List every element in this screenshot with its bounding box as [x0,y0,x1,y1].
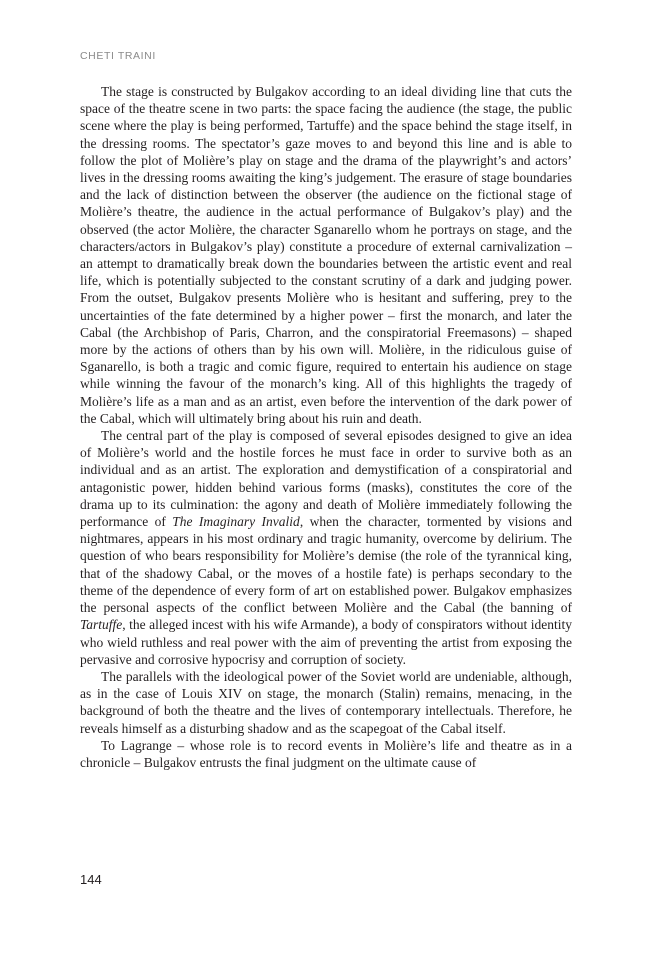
running-head: CHETI TRAINI [80,50,156,62]
paragraph-1-text: The stage is constructed by Bulgakov according to an ideal dividing line that cuts the space of the theatre scene in two parts: the space facing the audience (the stage, the public scene where the play is being performed, Tartuffe) and the space behind the stage itself, in the dressing rooms. The spectator’s gaze moves to and beyond this line and is able to follow the plot of Molière’s play on stage and the drama of the playwright’s and actors’ lives in the dressing rooms awaiting the king’s judgement. The erasure of stage boundaries and the lack of distinction between the observer (the audience on the fictional stage of Molière’s theatre, the audience in the actual performance of Bulgakov’s play) and the observed (the actor Molière, the character Sganarello whom he portrays on stage, and the characters/actors in Bulgakov’s play) constitute a procedure of external carnivalization – an attempt to dramatically break down the boundaries between the artistic event and real life, which is potentially subjected to the constant scrutiny of a dark and judging power. From the outset, Bulgakov presents Molière who is hesitant and suffering, prey to the uncertainties of the fate determined by a higher power – first the monarch, and later the Cabal (the Archbishop of Paris, Charron, and the conspiratorial Freemasons) – shaped more by the actions of others than by his own will. Molière, in the ridiculous guise of Sganarello, is both a tragic and comic figure, required to entertain his audience on stage while winning the favour of the monarch’s king. All of this highlights the tragedy of Molière’s life as a man and as an artist, even before the intervention of the dark power of the Cabal, which will ultimately bring about his ruin and death. [80,84,572,426]
paragraph-2-text-a: The central part of the play is composed of several episodes designed to give an idea of Molière’s world and the hostile forces he must face in order to survive both as an individual and as an artist. The exploration and demystification of a conspiratorial and antagonistic power, hidden behind various forms (masks), constitutes the core of the drama up to its culmination: the agony and death of Molière immediately following the performance of [80,428,572,530]
paragraph-2-text-b: , when the character, tormented by visions and nightmares, appears in his most ordinary and tragic humanity, overcome by delirium. The question of who bears responsibility for Molière’s demise (the role of the tyrannical king, that of the shadowy Cabal, or the moves of a hostile fate) is perhaps secondary to the theme of the dependence of every form of art on established power. Bulgakov emphasizes the personal aspects of the conflict between Molière and the Cabal (the banning of [80,514,573,616]
body-text [80,83,572,771]
paragraph-2-text-c: , the alleged incest with his wife Armande), a body of conspirators without identity who wield ruthless and real power with the aim of preventing the artist from exposing the pervasive and corrosive hypocrisy and corruption of society. [80,617,572,667]
paragraph-3 [80,668,572,737]
paragraph-4-text: To Lagrange – whose role is to record events in Molière’s life and theatre as in a chronicle – Bulgakov entrusts the final judgment on the ultimate cause of [80,737,572,770]
paragraph-4 [80,737,572,771]
work-title-imaginary-invalid: The Imaginary Invalid [172,514,300,530]
page-number: 144 [80,872,102,887]
work-title-tartuffe: Tartuffe [80,617,123,633]
paragraph-3-text: The parallels with the ideological power of the Soviet world are undeniable, although, as in the case of Louis XIV on stage, the monarch (Stalin) remains, menacing, in the background of both the theatre and the lives of contemporary intellectuals. Therefore, he reveals himself as a disturbing shadow and as the scapegoat of the Cabal itself. [80,668,572,736]
paragraph-1 [80,83,572,427]
paragraph-2 [80,427,572,668]
